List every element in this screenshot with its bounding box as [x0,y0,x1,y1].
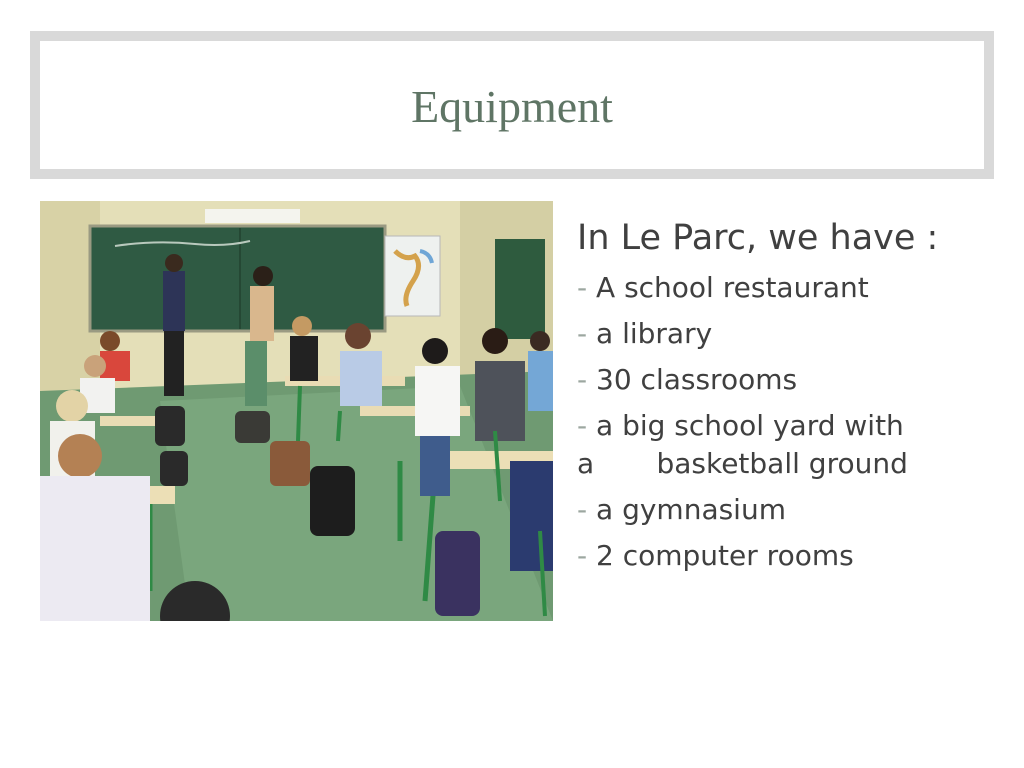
equipment-list [577,269,977,575]
list-item-text: 30 classrooms [596,363,798,396]
list-item [577,269,977,307]
list-item-text: 2 computer rooms [596,539,854,572]
classroom-photo [40,201,553,621]
bullet-dash: - [577,493,597,526]
list-item [577,361,977,399]
bullet-dash: - [577,271,597,304]
bullet-dash: - [577,539,597,572]
bullet-dash: - [577,363,597,396]
list-item [577,491,977,529]
slide-title: Equipment [411,80,613,132]
list-item-text: a big school yard with a basketball ground [577,409,908,480]
list-item [577,407,977,483]
slide-body [577,215,977,583]
list-item [577,537,977,575]
list-item-text: a gymnasium [596,493,786,526]
bullet-dash: - [577,409,597,442]
bullet-dash: - [577,317,597,350]
list-item [577,315,977,353]
classroom-photo-illustration [40,201,553,621]
title-frame [30,31,994,179]
list-item-text: a library [596,317,713,350]
list-item-text: A school restaurant [596,271,869,304]
title-box [40,41,984,169]
intro-text: In Le Parc, we have : [577,218,939,258]
